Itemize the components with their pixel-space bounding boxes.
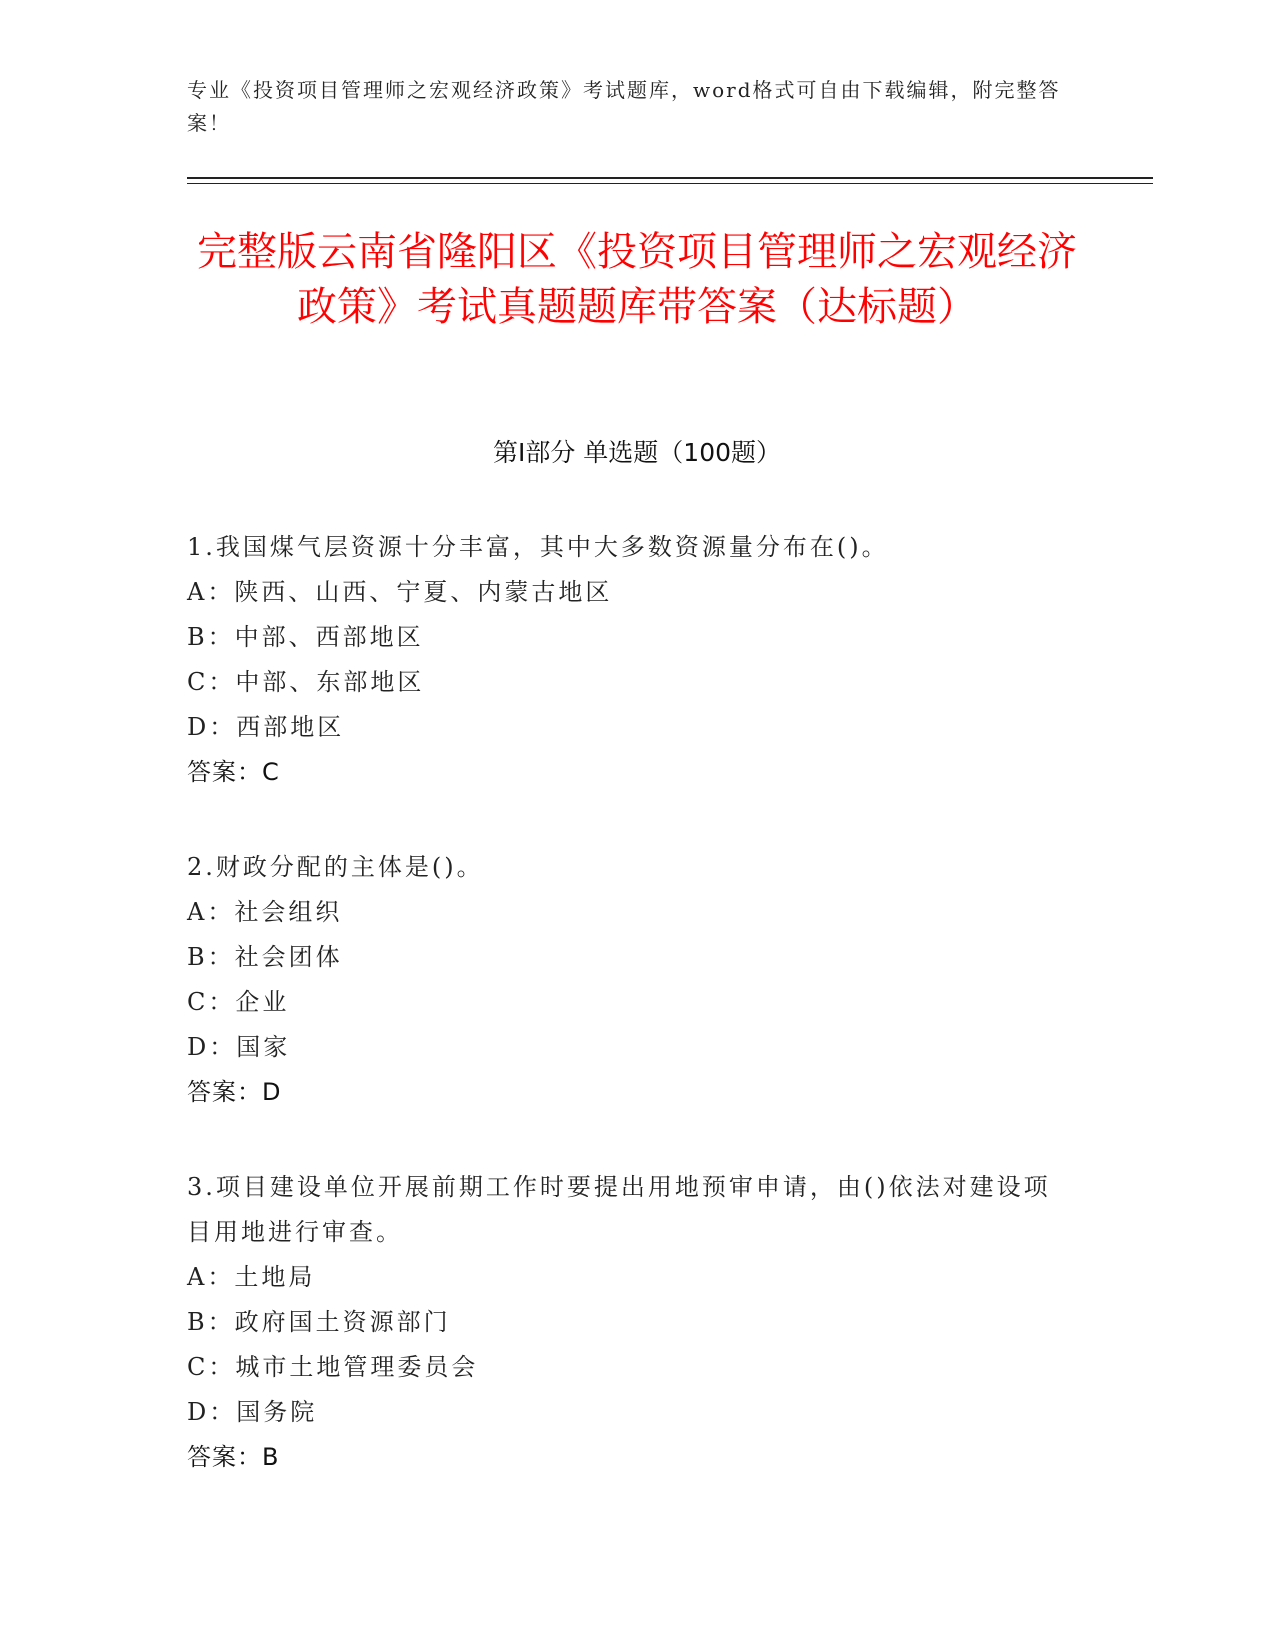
- option-b: B：社会团体: [187, 943, 343, 971]
- option-a: A：陕西、山西、宁夏、内蒙古地区: [187, 578, 613, 606]
- option-a: A：社会组织: [187, 898, 343, 926]
- answer-line: 答案：C: [187, 758, 280, 786]
- document-title: 完整版云南省隆阳区《投资项目管理师之宏观经济政策》考试真题题库带答案（达标题）: [197, 229, 1077, 330]
- answer-line: 答案：D: [187, 1078, 282, 1106]
- question-2: [187, 845, 1067, 1115]
- question-stem: 2.财政分配的主体是()。: [187, 853, 484, 881]
- option-d: D：国务院: [187, 1398, 318, 1426]
- option-c: C：城市土地管理委员会: [187, 1353, 479, 1381]
- option-c: C：中部、东部地区: [187, 668, 425, 696]
- answer-line: 答案：B: [187, 1443, 280, 1471]
- header-divider-thick: [187, 177, 1153, 179]
- question-1: [187, 525, 1067, 795]
- header-divider-thin: [187, 183, 1153, 184]
- section-heading: 第Ⅰ部分 单选题（100题）: [492, 438, 782, 467]
- option-b: B：中部、西部地区: [187, 623, 424, 651]
- header-note: 专业《投资项目管理师之宏观经济政策》考试题库，word格式可自由下载编辑，附完整答案！: [187, 78, 1061, 135]
- option-d: D：国家: [187, 1033, 291, 1061]
- option-a: A：土地局: [187, 1263, 316, 1291]
- option-d: D：西部地区: [187, 713, 345, 741]
- question-stem: 1.我国煤气层资源十分丰富，其中大多数资源量分布在()。: [187, 533, 889, 561]
- option-c: C：企业: [187, 988, 290, 1016]
- option-b: B：政府国土资源部门: [187, 1308, 451, 1336]
- question-3: [187, 1165, 1067, 1480]
- question-stem: 3.项目建设单位开展前期工作时要提出用地预审申请，由()依法对建设项目用地进行审查。: [187, 1173, 1051, 1246]
